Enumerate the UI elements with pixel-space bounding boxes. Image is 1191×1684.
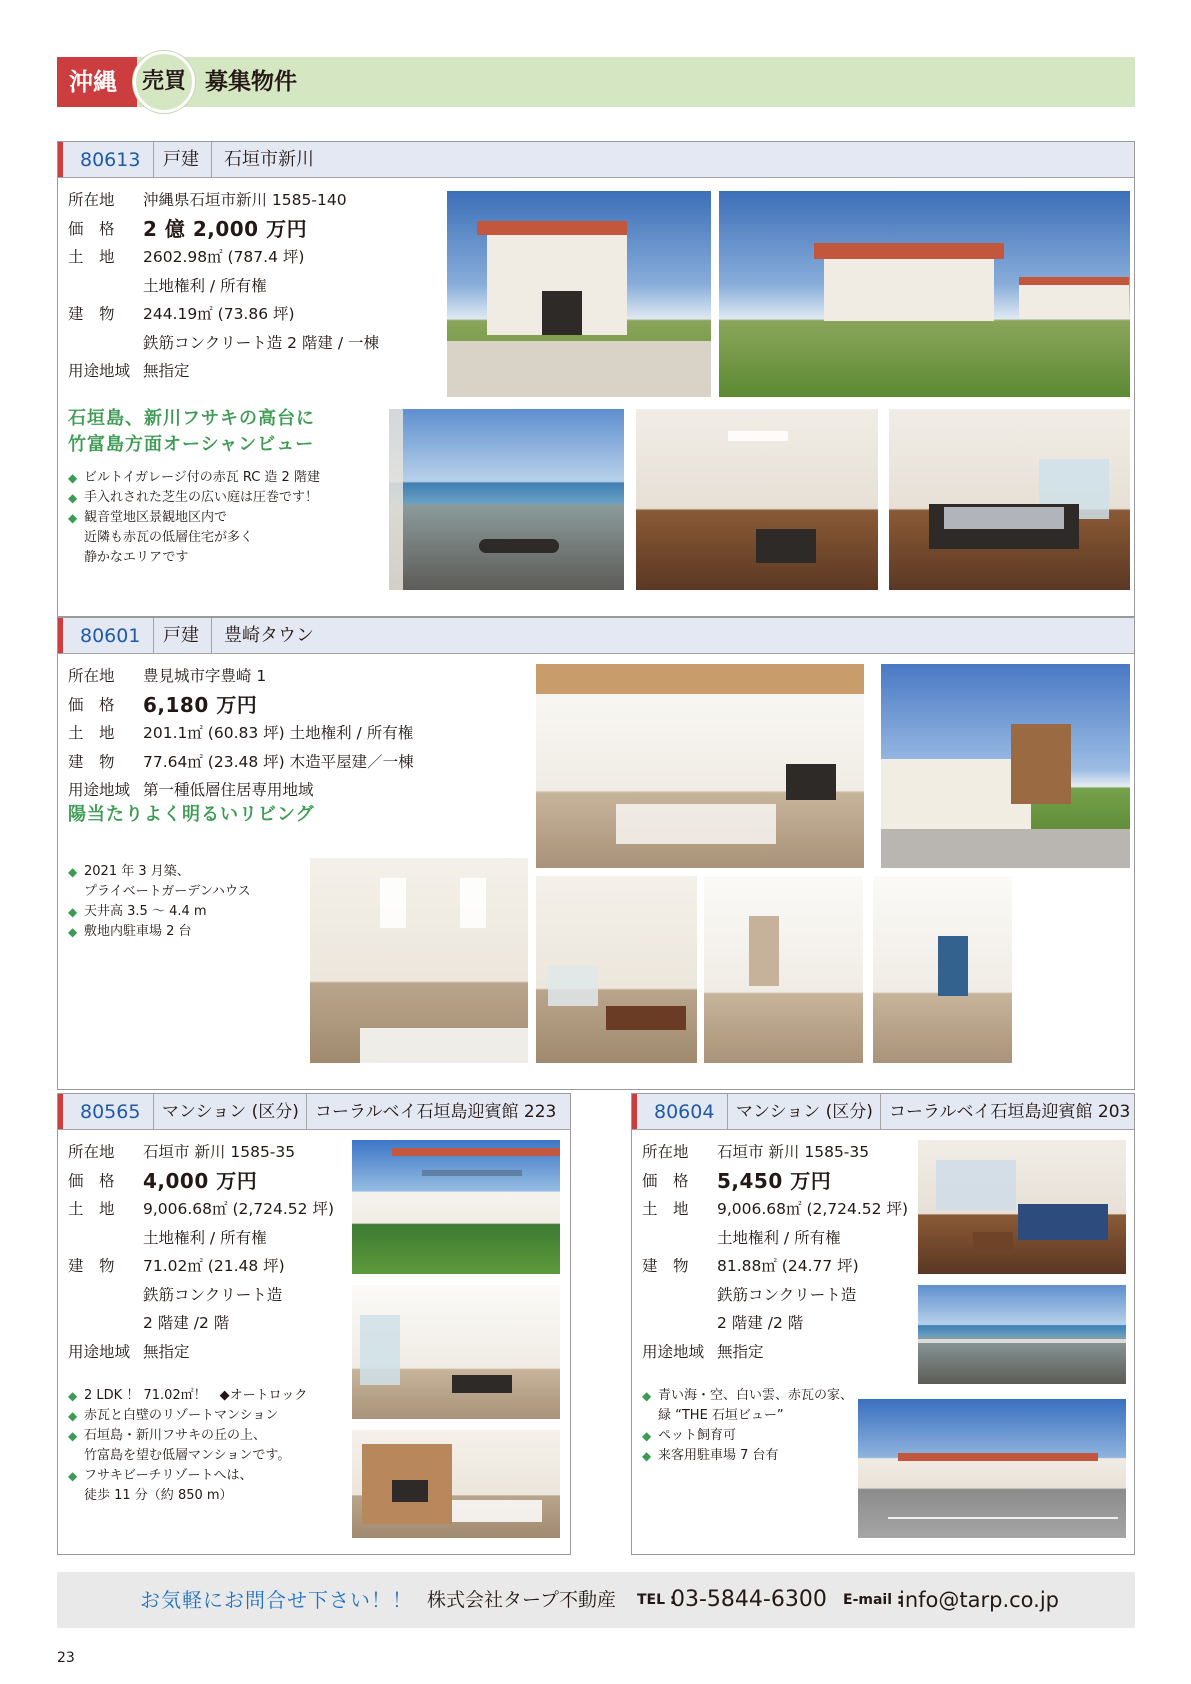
spec-row <box>68 300 408 329</box>
divider <box>880 1094 881 1129</box>
accent-mark <box>58 142 63 177</box>
spec-row <box>68 186 408 215</box>
listing-name: コーラルベイ石垣島迎賓館 203 <box>889 1102 1131 1122</box>
spec-label: 土 地 <box>68 248 115 266</box>
spec-label: 価 格 <box>68 1171 115 1190</box>
spec-value: 鉄筋コンクリート造 <box>717 1285 857 1304</box>
spec-row <box>68 329 408 358</box>
spec-value: 沖縄県石垣市新川 1585-140 <box>143 191 347 209</box>
spec-row <box>642 1167 902 1196</box>
spec-value: 第一種低層住居専用地域 <box>143 781 314 799</box>
spec-table <box>642 1138 908 1366</box>
photo-detail <box>1018 1204 1108 1240</box>
spec-label: 価 格 <box>68 695 115 714</box>
spec-row <box>642 1281 902 1310</box>
photo-room-1[interactable] <box>704 876 863 1063</box>
photo-detail <box>479 539 559 553</box>
listing-title-bar <box>58 618 1134 654</box>
listing-name: 石垣市新川 <box>224 149 314 170</box>
spec-row <box>68 1338 328 1367</box>
tel-number[interactable]: 03-5844-6300 <box>671 1587 827 1612</box>
feature-item: ◆ 敷地内駐車場 2 台 <box>68 922 251 942</box>
feature-item: ◆ 石垣島・新川フサキの丘の上、 <box>68 1426 307 1446</box>
spec-value: 2 階建 /2 階 <box>717 1314 804 1332</box>
photo-room-2[interactable] <box>873 876 1012 1063</box>
photo-detail <box>973 1232 1013 1250</box>
feature-list <box>68 862 251 942</box>
spec-row <box>642 1224 902 1253</box>
feature-item: ◆ 天井高 3.5 〜 4.4 m <box>68 902 251 922</box>
spec-row <box>68 719 488 748</box>
photo-mansion-garden[interactable] <box>352 1140 560 1274</box>
spec-value: 無指定 <box>143 1342 190 1361</box>
spec-value: 無指定 <box>717 1342 764 1361</box>
photo-balcony-ocean-view[interactable] <box>389 409 624 590</box>
photo-detail <box>824 259 994 321</box>
feature-item: ◆ 来客用駐車場 7 台有 <box>642 1446 853 1466</box>
feature-item-continued: 静かなエリアです <box>84 550 189 565</box>
spec-value: 2602.98㎡ (787.4 坪) <box>143 248 305 266</box>
price-value: 5,450 万円 <box>717 1168 832 1193</box>
spec-value: 鉄筋コンクリート造 <box>143 1285 283 1304</box>
feature-item: ◆ 手入れされた芝生の広い庭は圧巻です！ <box>68 488 320 508</box>
accent-mark <box>632 1094 637 1129</box>
spec-row <box>68 691 488 720</box>
section-title: 募集物件 <box>205 69 297 95</box>
listing-kind: 戸建 <box>163 149 199 170</box>
listing-80604[interactable] <box>631 1093 1135 1555</box>
listing-title-bar <box>632 1094 1134 1130</box>
feature-list <box>68 1386 307 1506</box>
spec-value: 石垣市 新川 1585-35 <box>143 1143 296 1161</box>
feature-item: ◆ 2 LDK ！ 71.02㎡！ ◆オートロック <box>68 1386 307 1406</box>
divider <box>306 1094 307 1129</box>
photo-detail <box>389 409 403 590</box>
price-value: 6,180 万円 <box>143 692 258 717</box>
spec-row <box>68 1309 328 1338</box>
photo-mansion-parking[interactable] <box>858 1399 1126 1538</box>
spec-row <box>642 1195 908 1224</box>
photo-mansion-balcony[interactable] <box>918 1285 1126 1384</box>
photo-detail <box>606 1006 686 1030</box>
spec-value: 石垣市 新川 1585-35 <box>717 1143 870 1161</box>
spec-table <box>68 186 408 386</box>
spec-row <box>68 243 408 272</box>
listing-80613[interactable] <box>57 141 1135 617</box>
photo-detail <box>460 878 486 928</box>
divider <box>153 618 154 653</box>
photo-detail <box>786 764 836 800</box>
feature-list <box>68 468 320 568</box>
catch-line: 陽当たりよく明るいリビング <box>68 804 315 825</box>
photo-detail <box>881 759 1031 829</box>
photo-detail <box>888 1517 1118 1519</box>
spec-row <box>68 215 408 244</box>
spec-label: 建 物 <box>68 752 115 771</box>
feature-item-continued: プライベートガーデンハウス <box>84 884 251 899</box>
photo-detail <box>392 1480 428 1502</box>
listing-id: 80604 <box>654 1101 715 1123</box>
spec-value: 鉄筋コンクリート造 2 階建 / 一棟 <box>143 333 379 352</box>
spec-value: 9,006.68㎡ (2,724.52 坪) <box>717 1200 908 1218</box>
photo-detail <box>728 431 788 441</box>
feature-item: ◆ 観音堂地区景観地区内で <box>68 508 320 528</box>
photo-exterior[interactable] <box>881 664 1130 868</box>
listing-title-bar <box>58 1094 570 1130</box>
price-value: 4,000 万円 <box>143 1168 258 1193</box>
photo-detail <box>360 1315 400 1385</box>
spec-value: 2 階建 /2 階 <box>143 1314 230 1332</box>
listing-title-bar <box>58 142 1134 178</box>
spec-row <box>642 1338 902 1367</box>
divider <box>211 618 212 653</box>
section-header <box>57 57 1135 107</box>
spec-row <box>68 1195 334 1224</box>
spec-label: 土 地 <box>68 724 115 742</box>
feature-item: ◆ 赤瓦と白壁のリゾートマンション <box>68 1406 307 1426</box>
spec-label: 価 格 <box>642 1171 689 1190</box>
feature-item: ◆ ビルトイガレージ付の赤瓦 RC 造 2 階建 <box>68 468 320 488</box>
divider <box>727 1094 728 1129</box>
email-label: E-mail : <box>843 1592 903 1608</box>
spec-label: 所在地 <box>68 1143 115 1161</box>
photo-detail <box>814 243 1004 259</box>
photo-detail <box>944 507 1064 529</box>
listing-kind: 戸建 <box>163 625 199 646</box>
spec-row <box>68 1138 328 1167</box>
photo-ldk[interactable] <box>536 664 864 868</box>
feature-item-continued: 近隣も赤瓦の低層住宅が多く <box>84 530 254 545</box>
photo-detail <box>447 341 711 397</box>
spec-value: 豊見城市字豊崎 1 <box>143 667 267 685</box>
spec-label: 所在地 <box>642 1143 689 1161</box>
spec-value: 77.64㎡ (23.48 坪) 木造平屋建／一棟 <box>143 752 414 771</box>
spec-table <box>68 1138 334 1366</box>
photo-detail <box>918 1339 1126 1343</box>
spec-label: 価 格 <box>68 219 115 238</box>
photo-detail <box>477 221 627 235</box>
photo-detail <box>452 1500 542 1522</box>
divider <box>153 1094 154 1129</box>
listing-80601[interactable] <box>57 617 1135 1090</box>
spec-row <box>642 1309 902 1338</box>
feature-item: ◆ ペット飼育可 <box>642 1426 853 1446</box>
page-number: 23 <box>57 1650 75 1666</box>
photo-detail <box>881 829 1130 868</box>
email-address[interactable]: info@tarp.co.jp <box>899 1588 1059 1612</box>
company-name: 株式会社タープ不動産 <box>427 1589 617 1611</box>
photo-bedroom[interactable] <box>889 409 1130 590</box>
spec-label: 所在地 <box>68 667 115 685</box>
photo-living-room[interactable] <box>636 409 878 590</box>
spec-value: 無指定 <box>143 362 190 380</box>
spec-row <box>68 1252 328 1281</box>
listing-id: 80613 <box>80 149 141 171</box>
accent-mark <box>58 618 63 653</box>
tel-label: TEL : <box>637 1592 676 1608</box>
spec-label: 建 物 <box>642 1257 689 1275</box>
listing-kind: マンション (区分) <box>736 1102 873 1122</box>
spec-label: 用途地域 <box>68 781 131 799</box>
feature-item-continued: 緑 “THE 石垣ビュー” <box>658 1408 784 1423</box>
spec-label: 土 地 <box>642 1200 689 1218</box>
region-label: 沖縄 <box>57 57 137 107</box>
catch-line: 竹富島方面オーシャンビュー <box>68 434 315 455</box>
photo-dining-pendant[interactable] <box>310 858 528 1063</box>
listing-name: 豊崎タウン <box>224 625 314 646</box>
listing-80565[interactable] <box>57 1093 571 1555</box>
spec-label: 用途地域 <box>642 1342 705 1361</box>
spec-value: 土地権利 / 所有権 <box>143 1228 267 1247</box>
feature-item: ◆ 青い海・空、白い雲、赤瓦の家、 <box>642 1386 853 1406</box>
listing-id: 80565 <box>80 1101 141 1123</box>
photo-detail <box>452 1375 512 1393</box>
photo-detail <box>422 1170 522 1176</box>
photo-detail <box>898 1453 1098 1461</box>
photo-detail <box>536 664 864 694</box>
listing-name: コーラルベイ石垣島迎賓館 223 <box>315 1102 557 1122</box>
photo-detail <box>548 966 598 1006</box>
divider <box>211 142 212 177</box>
photo-living-sofa[interactable] <box>536 876 697 1063</box>
spec-row <box>68 748 488 777</box>
spec-row <box>68 662 488 691</box>
spec-row <box>68 272 408 301</box>
photo-detail <box>616 804 776 844</box>
price-value: 2 億 2,000 万円 <box>143 216 308 241</box>
spec-label: 建 物 <box>68 305 115 323</box>
photo-detail <box>1019 277 1129 285</box>
spec-row <box>68 1167 328 1196</box>
feature-item: ◆ フサキビーチリゾートへは、 <box>68 1466 307 1486</box>
catch-line: 石垣島、新川フサキの高台に <box>68 408 315 429</box>
contact-footer <box>57 1572 1135 1628</box>
spec-row <box>68 776 488 805</box>
feature-item: ◆ 2021 年 3 月築、 <box>68 862 251 882</box>
photo-house-lawn[interactable] <box>719 191 1130 397</box>
spec-value: 244.19㎡ (73.86 坪) <box>143 305 295 323</box>
photo-detail <box>380 878 406 928</box>
photo-detail <box>749 916 779 986</box>
photo-detail <box>936 1160 1016 1210</box>
divider <box>153 142 154 177</box>
spec-row <box>642 1252 902 1281</box>
feature-list <box>642 1386 853 1466</box>
spec-row <box>642 1138 902 1167</box>
catchphrase <box>68 406 315 458</box>
spec-row <box>68 357 408 386</box>
spec-value: 土地権利 / 所有権 <box>717 1228 841 1247</box>
spec-label: 土 地 <box>68 1200 115 1218</box>
photo-detail <box>392 1148 560 1156</box>
photo-house-exterior[interactable] <box>447 191 711 397</box>
spec-value: 土地権利 / 所有権 <box>143 276 267 295</box>
photo-mansion-living[interactable] <box>352 1430 560 1538</box>
photo-detail <box>542 291 582 335</box>
photo-detail <box>1011 724 1071 804</box>
spec-label: 用途地域 <box>68 1342 131 1361</box>
accent-mark <box>58 1094 63 1129</box>
catchphrase <box>68 802 315 828</box>
photo-detail <box>756 529 816 563</box>
spec-value: 201.1㎡ (60.83 坪) 土地権利 / 所有権 <box>143 724 414 742</box>
listing-kind: マンション (区分) <box>162 1102 299 1122</box>
spec-value: 81.88㎡ (24.77 坪) <box>717 1257 859 1275</box>
photo-mansion-sofa-room[interactable] <box>918 1140 1126 1274</box>
spec-row <box>68 1281 328 1310</box>
photo-detail <box>938 936 968 996</box>
spec-row <box>68 1224 328 1253</box>
spec-value: 71.02㎡ (21.48 坪) <box>143 1257 285 1275</box>
spec-label: 所在地 <box>68 191 115 209</box>
spec-label: 用途地域 <box>68 362 131 380</box>
spec-value: 9,006.68㎡ (2,724.52 坪) <box>143 1200 334 1218</box>
photo-mansion-dining[interactable] <box>352 1285 560 1419</box>
type-badge: 売買 <box>133 51 195 113</box>
spec-label: 建 物 <box>68 1257 115 1275</box>
feature-item-continued: 竹富島を望む低層マンションです。 <box>84 1448 291 1463</box>
inquiry-message: お気軽にお問合せ下さい！！ <box>140 1588 413 1612</box>
photo-detail <box>360 1028 528 1063</box>
feature-item-continued: 徒歩 11 分（約 850 m） <box>84 1488 233 1503</box>
listing-id: 80601 <box>80 625 141 647</box>
spec-table <box>68 662 488 805</box>
photo-detail <box>1019 285 1129 319</box>
